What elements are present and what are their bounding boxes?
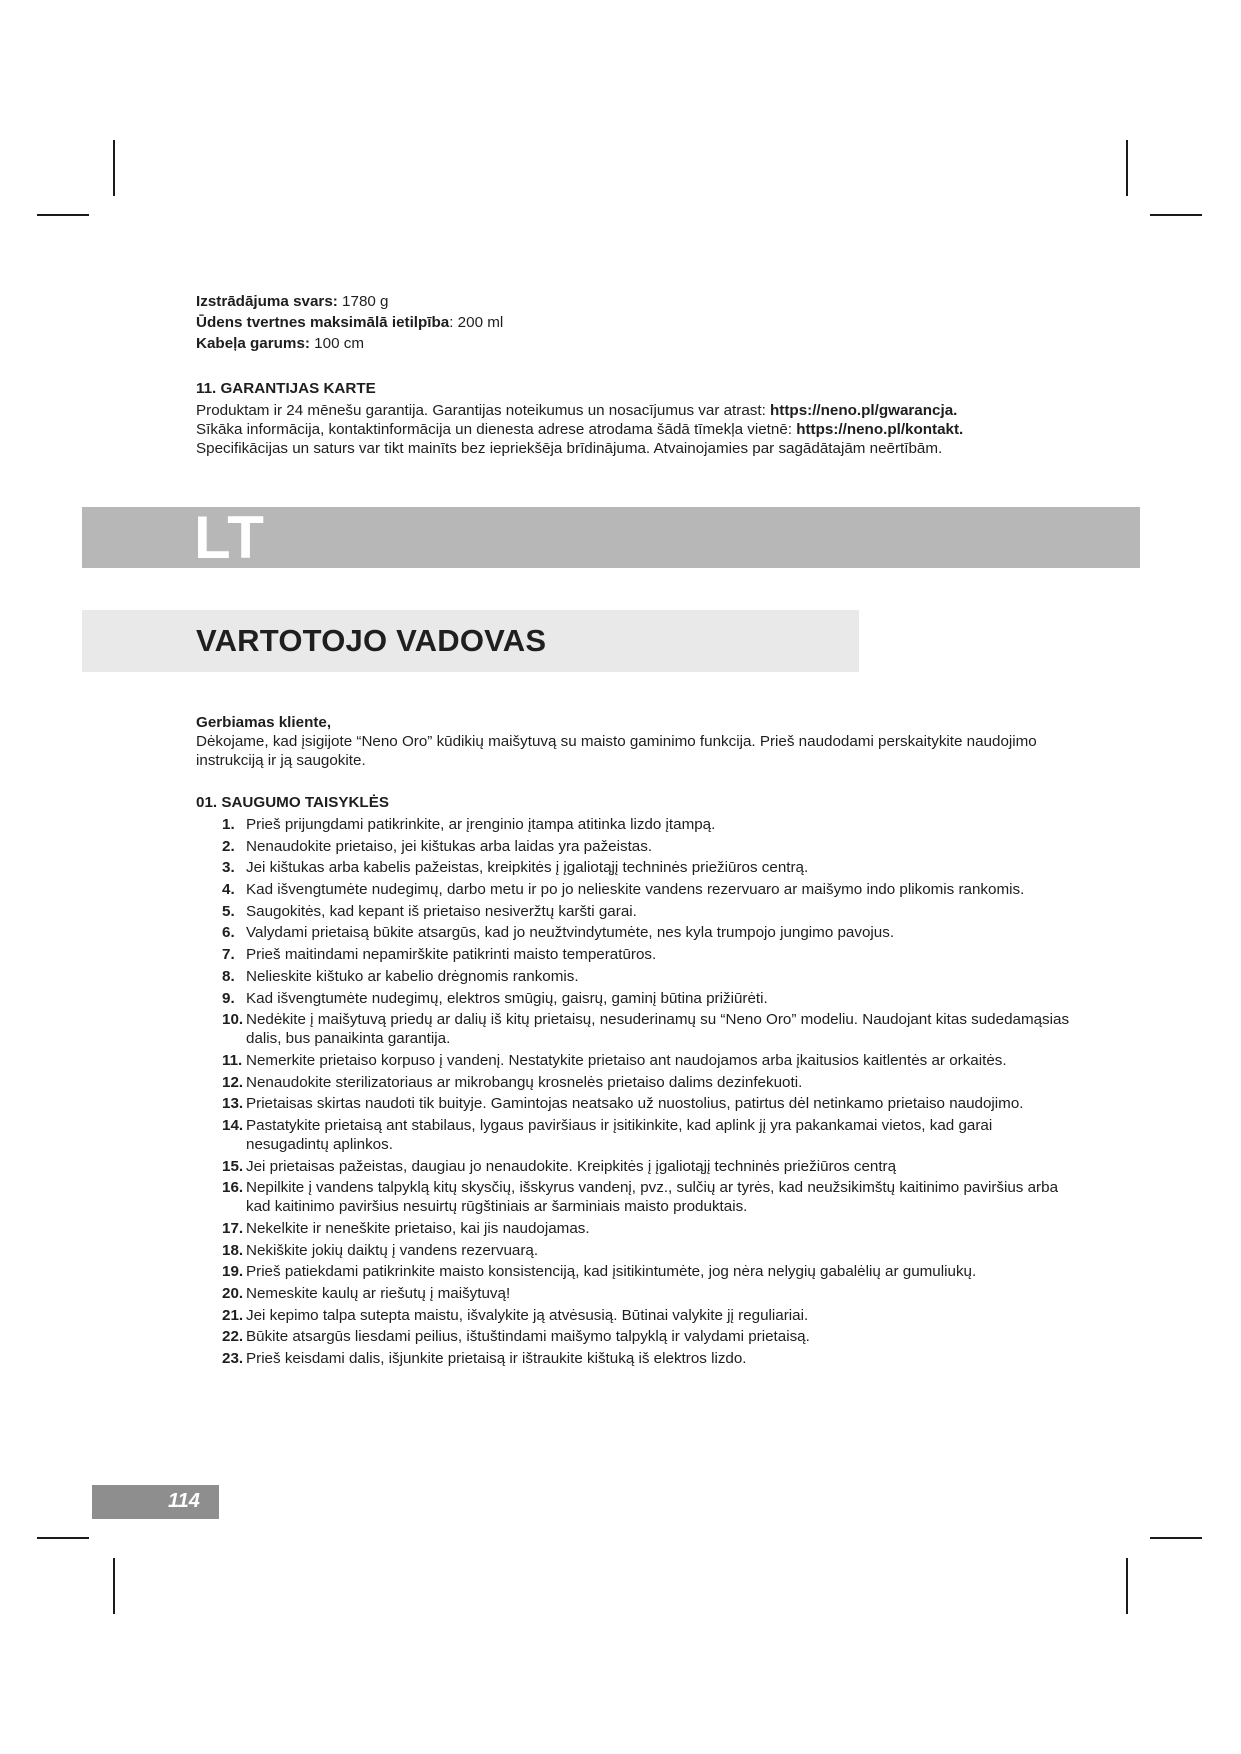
crop-mark-bottom-right-horizontal (1150, 1537, 1202, 1539)
list-item (196, 1219, 1076, 1238)
list-item-text: Nepilkite į vandens talpyklą kitų skysčių, išskyrus vandenį, pvz., sulčių ar tyrės, kad neužsikimštų kaitinimo paviršius arba kad kaitinimo paviršius nesuirtų rūgštiniais ar šarminiais maisto produktais. (246, 1179, 1059, 1216)
safety-section (196, 793, 1076, 1371)
list-item-number: 14. (222, 1116, 244, 1134)
list-item-text: Jei kištukas arba kabelis pažeistas, kreipkitės į įgaliotąjį techninės priežiūros centrą. (246, 859, 809, 877)
list-item (196, 858, 1076, 877)
greeting-text: Dėkojame, kad įsigijote “Neno Oro” kūdikių maišytuvą su maisto gaminimo funkcija. Prieš naudodami perskaitykite naudojimo instrukciją ir ją saugokite. (196, 733, 1037, 769)
crop-mark-top-left-vertical (113, 140, 115, 196)
list-item-text: Jei prietaisas pažeistas, daugiau jo nenaudokite. Kreipkitės į įgaliotąjį techninės priežiūros centrą (246, 1157, 897, 1175)
crop-mark-bottom-left-vertical (113, 1558, 115, 1614)
crop-mark-top-right-vertical (1126, 140, 1128, 196)
list-item-text: Nenaudokite prietaiso, jei kištukas arba laidas yra pažeistas. (246, 837, 653, 855)
list-item-number: 12. (222, 1073, 244, 1091)
list-item-number: 19. (222, 1263, 244, 1281)
list-item-number: 23. (222, 1350, 244, 1368)
contact-link[interactable]: https://neno.pl/kontakt. (796, 421, 964, 438)
list-item-text: Prieš keisdami dalis, išjunkite prietaisą ir ištraukite kištuką iš elektros lizdo. (246, 1350, 747, 1368)
safety-title: 01. SAUGUMO TAISYKLĖS (196, 794, 389, 811)
list-item (196, 1094, 1076, 1113)
list-item-number: 2. (222, 837, 235, 855)
page-number-tab (92, 1485, 219, 1519)
list-item (196, 923, 1076, 942)
product-specs (196, 292, 1076, 355)
safety-rules-list (196, 815, 1076, 1368)
page-title: VARTOTOJO VADOVAS (196, 623, 547, 658)
list-item-text: Saugokitės, kad kepant iš prietaiso nesiveržtų karšti garai. (246, 902, 637, 920)
list-item-text: Nemeskite kaulų ar riešutų į maišytuvą! (246, 1285, 511, 1303)
list-item (196, 1157, 1076, 1176)
list-item (196, 1327, 1076, 1346)
warranty-line-2: Sīkāka informācija, kontaktinformācija un dienesta adrese atrodama šādā tīmekļa vietnē: https://neno.pl/kontakt. (196, 421, 964, 438)
crop-mark-bottom-right-vertical (1126, 1558, 1128, 1614)
list-item-number: 1. (222, 816, 235, 833)
list-item (196, 1306, 1076, 1325)
page-number: 114 (168, 1490, 200, 1512)
list-item (196, 945, 1076, 964)
list-item-text: Nenaudokite sterilizatoriaus ar mikrobangų krosnelės prietaiso dalims dezinfekuoti. (246, 1073, 803, 1091)
list-item-text: Prietaisas skirtas naudoti tik buityje. Gamintojas neatsako už nuostolius, patirtus dėl netinkamo prietaiso naudojimo. (246, 1095, 1024, 1113)
language-code: LT (194, 504, 265, 571)
list-item-text: Prieš patiekdami patikrinkite maisto konsistenciją, kad įsitikintumėte, jog nėra nelygių gabalėlių ar gumuliukų. (246, 1263, 977, 1281)
list-item (196, 1241, 1076, 1260)
list-item-number: 7. (222, 946, 235, 964)
list-item (196, 1116, 1076, 1154)
list-item-number: 16. (222, 1179, 244, 1197)
list-item (196, 837, 1076, 856)
list-item-text: Jei kepimo talpa sutepta maistu, išvalykite ją atvėsusią. Būtinai valykite jį reguliariai. (246, 1306, 809, 1324)
list-item (196, 902, 1076, 921)
list-item-number: 10. (222, 1011, 244, 1029)
warranty-line-3: Specifikācijas un saturs var tikt mainīts bez iepriekšēja brīdinājuma. Atvainojamies par sagādātajām neērtībām. (196, 440, 943, 457)
list-item-number: 21. (222, 1306, 244, 1324)
list-item (196, 1284, 1076, 1303)
list-item-text: Kad išvengtumėte nudegimų, darbo metu ir po jo nelieskite vandens rezervuaro ar maišymo indo plikomis rankomis. (246, 881, 1025, 899)
greeting-salutation: Gerbiamas kliente, (196, 714, 332, 731)
list-item (196, 1073, 1076, 1092)
warranty-title: 11. GARANTIJAS KARTE (196, 380, 376, 397)
warranty-section (196, 379, 1076, 458)
list-item-text: Nelieskite kištuko ar kabelio drėgnomis rankomis. (246, 967, 579, 985)
list-item-text: Valydami prietaisą būkite atsargūs, kad jo neužtvindytumėte, nes kyla trumpojo jungimo pavojus. (246, 924, 895, 942)
list-item (196, 880, 1076, 899)
list-item (196, 1051, 1076, 1070)
list-item-text: Būkite atsargūs liesdami peilius, ištuštindami maišymo talpyklą ir valydami prietaisą. (246, 1328, 810, 1346)
list-item-number: 11. (222, 1051, 243, 1069)
list-item-text: Nemerkite prietaiso korpuso į vandenį. Nestatykite prietaiso ant naudojamos arba įkaitusios kaitlentės ar orkaitės. (246, 1051, 1007, 1069)
list-item-number: 6. (222, 924, 235, 942)
list-item (196, 1349, 1076, 1368)
list-item-number: 22. (222, 1328, 244, 1346)
list-item-number: 18. (222, 1241, 244, 1259)
list-item (196, 815, 1076, 834)
spec-cable-length: Kabeļa garums: 100 cm (196, 335, 364, 352)
list-item (196, 989, 1076, 1008)
list-item-number: 15. (222, 1157, 244, 1175)
spec-water-capacity: Ūdens tvertnes maksimālā ietilpība: 200 ml (196, 314, 504, 331)
list-item-text: Pastatykite prietaisą ant stabilaus, lygaus paviršiaus ir įsitikinkite, kad aplink jį yra pakankamai vietos, kad garai nesugadintų aplinkos. (246, 1116, 993, 1153)
list-item-number: 4. (222, 881, 235, 899)
greeting-section (196, 713, 1076, 770)
crop-mark-bottom-left-horizontal (37, 1537, 89, 1539)
warranty-link[interactable]: https://neno.pl/gwarancja. (770, 402, 958, 419)
list-item-number: 13. (222, 1095, 244, 1113)
list-item-text: Nedėkite į maišytuvą priedų ar dalių iš kitų prietaisų, nesuderinamų su “Neno Oro” modeliu. Naudojant kitas sudedamąsias dalis, bus panaikinta garantija. (246, 1011, 1070, 1048)
spec-weight: Izstrādājuma svars: 1780 g (196, 293, 389, 310)
list-item-text: Prieš prijungdami patikrinkite, ar įrenginio įtampa atitinka lizdo įtampą. (246, 816, 716, 833)
list-item-number: 5. (222, 902, 235, 920)
list-item-number: 9. (222, 989, 235, 1007)
list-item-text: Prieš maitindami nepamirškite patikrinti maisto temperatūros. (246, 946, 657, 964)
list-item-text: Nekelkite ir neneškite prietaiso, kai jis naudojamas. (246, 1220, 590, 1237)
list-item-text: Nekiškite jokių daiktų į vandens rezervuarą. (246, 1241, 539, 1259)
list-item-text: Kad išvengtumėte nudegimų, elektros smūgių, gaisrų, gaminį būtina prižiūrėti. (246, 989, 768, 1007)
list-item (196, 967, 1076, 986)
list-item (196, 1010, 1076, 1048)
warranty-line-1: Produktam ir 24 mēnešu garantija. Garantijas noteikumus un nosacījumus var atrast: https://neno.pl/gwarancja. (196, 402, 958, 419)
list-item (196, 1178, 1076, 1216)
list-item (196, 1262, 1076, 1281)
list-item-number: 17. (222, 1220, 244, 1237)
crop-mark-top-right-horizontal (1150, 214, 1202, 216)
list-item-number: 20. (222, 1285, 244, 1303)
list-item-number: 8. (222, 967, 235, 985)
crop-mark-top-left-horizontal (37, 214, 89, 216)
list-item-number: 3. (222, 859, 235, 877)
